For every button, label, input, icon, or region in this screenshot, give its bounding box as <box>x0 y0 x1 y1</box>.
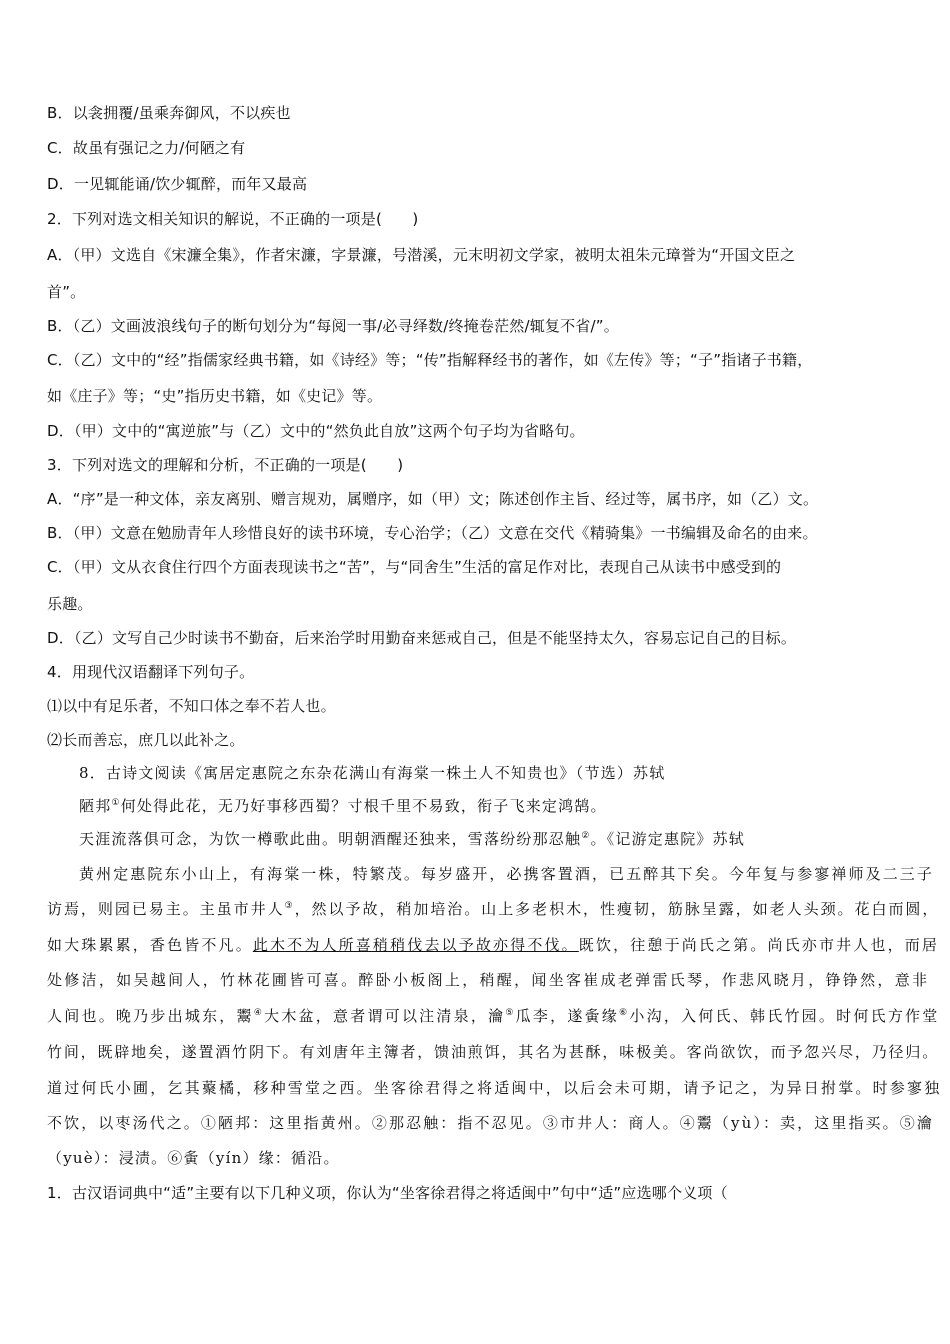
prose-line-4: 处修洁，如吴越间人，竹林花圃皆可喜。醉卧小板阁上，稍醒，闻坐客崔成老弹雷氏琴，作悲风晓月，铮铮然，意非 <box>47 971 930 989</box>
q3-option-b: B．（甲）文意在勉励青年人珍惜良好的读书环境，专心治学；（乙）文意在交代《精骑集》一书编辑及命名的由来。 <box>47 524 818 542</box>
q3-stem: 3．下列对选文的理解和分析，不正确的一项是( ) <box>47 456 404 474</box>
q2-option-c-line1: C．（乙）文中的“经”指儒家经典书籍，如《诗经》等；“传”指解释经书的著作，如《左传》等；“子”指诸子书籍， <box>47 351 813 369</box>
prose-line-8: 不饮，以枣汤代之。①陋邦：这里指黄州。②那忍触：指不忍见。③市井人：商人。④鬻（yù）：卖，这里指买。⑤瀹 <box>47 1114 934 1132</box>
q8-1-stem: 1．古汉语词典中“适”主要有以下几种义项，你认为“坐客徐君得之将适闽中”句中“适”应选哪个义项（ <box>47 1184 728 1202</box>
q8-title: 8．古诗文阅读《寓居定惠院之东杂花满山有海棠一株土人不知贵也》（节选）苏轼 <box>79 764 666 782</box>
q2-option-d: D．（甲）文中的“寓逆旅”与（乙）文中的“然负此自放”这两个句子均为省略句。 <box>47 422 585 440</box>
q3-option-d: D．（乙）文写自己少时读书不勤奋，后来治学时用勤奋来惩戒自己，但是不能坚持太久，容易忘记自己的目标。 <box>47 629 797 647</box>
q2-option-a-line1: A．（甲）文选自《宋濂全集》，作者宋濂，字景濂，号潜溪，元末明初文学家，被明太祖朱元璋誉为“开国文臣之 <box>47 246 796 264</box>
poem-line-1: 陋邦①何处得此花，无乃好事移西蜀？寸根千里不易致，衔子飞来定鸿鹄。 <box>79 797 607 815</box>
q1-option-b: B．以衾拥覆/虽乘奔御风，不以疾也 <box>47 104 291 122</box>
q4-sentence-1: ⑴以中有足乐者，不知口体之奉不若人也。 <box>47 697 336 715</box>
q2-stem: 2．下列对选文相关知识的解说，不正确的一项是( ) <box>47 210 419 228</box>
q3-option-c-line1: C．（甲）文从衣食住行四个方面表现读书之“苦”，与“同舍生”生活的富足作对比，表现自己从读书中感受到的 <box>47 558 782 576</box>
q3-option-c-line2: 乐趣。 <box>47 595 93 613</box>
prose-line-3: 如大珠累累，香色皆不凡。此木不为人所喜稍稍伐去以予故亦得不伐。既饮，往憩于尚氏之第。尚氏亦市井人也，而居 <box>47 936 940 954</box>
q1-option-c: C．故虽有强记之力/何陋之有 <box>47 139 246 157</box>
prose-line-9: （yuè）：浸渍。⑥夤（yín）缘：循沿。 <box>47 1149 340 1167</box>
q2-option-b: B．（乙）文画波浪线句子的断句划分为“每阅一事/必寻绎数/终掩卷茫然/辄复不省/”。 <box>47 317 619 335</box>
prose-line-7: 道过何氏小圃，乞其藂橘，移种雪堂之西。坐客徐君得之将适闽中，以后会未可期，请予记之，为异日拊掌。时参寥独 <box>47 1079 942 1097</box>
prose-line-2: 访焉，则园已易主。主虽市井人③，然以予故，稍加培治。山上多老枳木，性瘦韧，筋脉呈露，如老人头颈。花白而圆， <box>47 900 940 918</box>
underlined-sentence: 此木不为人所喜稍稍伐去以予故亦得不伐。 <box>252 936 579 954</box>
q4-sentence-2: ⑵长而善忘，庶几以此补之。 <box>47 731 245 749</box>
poem-line-2: 天涯流落俱可念，为饮一樽歌此曲。明朝酒醒还独来，雪落纷纷那忍触②。《记游定惠院》苏轼 <box>79 830 746 848</box>
prose-line-5: 人间也。晚乃步出城东，鬻④大木盆，意者谓可以注清泉，瀹⑤瓜李，遂夤缘⑥小沟，入何氏、韩氏竹园。时何氏方作堂 <box>47 1007 940 1025</box>
prose-line-6: 竹间，既辟地矣，遂置酒竹阴下。有刘唐年主簿者，馈油煎饵，其名为甚酥，味极美。客尚欲饮，而予忽兴尽，乃径归。 <box>47 1043 940 1061</box>
q1-option-d: D．一见辄能诵/饮少辄醉，而年又最高 <box>47 175 308 193</box>
prose-line-1: 黄州定惠院东小山上，有海棠一株，特繁茂。每岁盛开，必携客置酒，已五醉其下矣。今年复与参寥禅师及二三子 <box>79 865 935 883</box>
q4-stem: 4．用现代汉语翻译下列句子。 <box>47 663 255 681</box>
q2-option-a-line2: 首”。 <box>47 283 86 301</box>
q3-option-a: A．“序”是一种文体，亲友离别、赠言规劝，属赠序，如（甲）文；陈述创作主旨、经过等，属书序，如（乙）文。 <box>47 490 819 508</box>
q2-option-c-line2: 如《庄子》等；“史”指历史书籍，如《史记》等。 <box>47 387 383 405</box>
